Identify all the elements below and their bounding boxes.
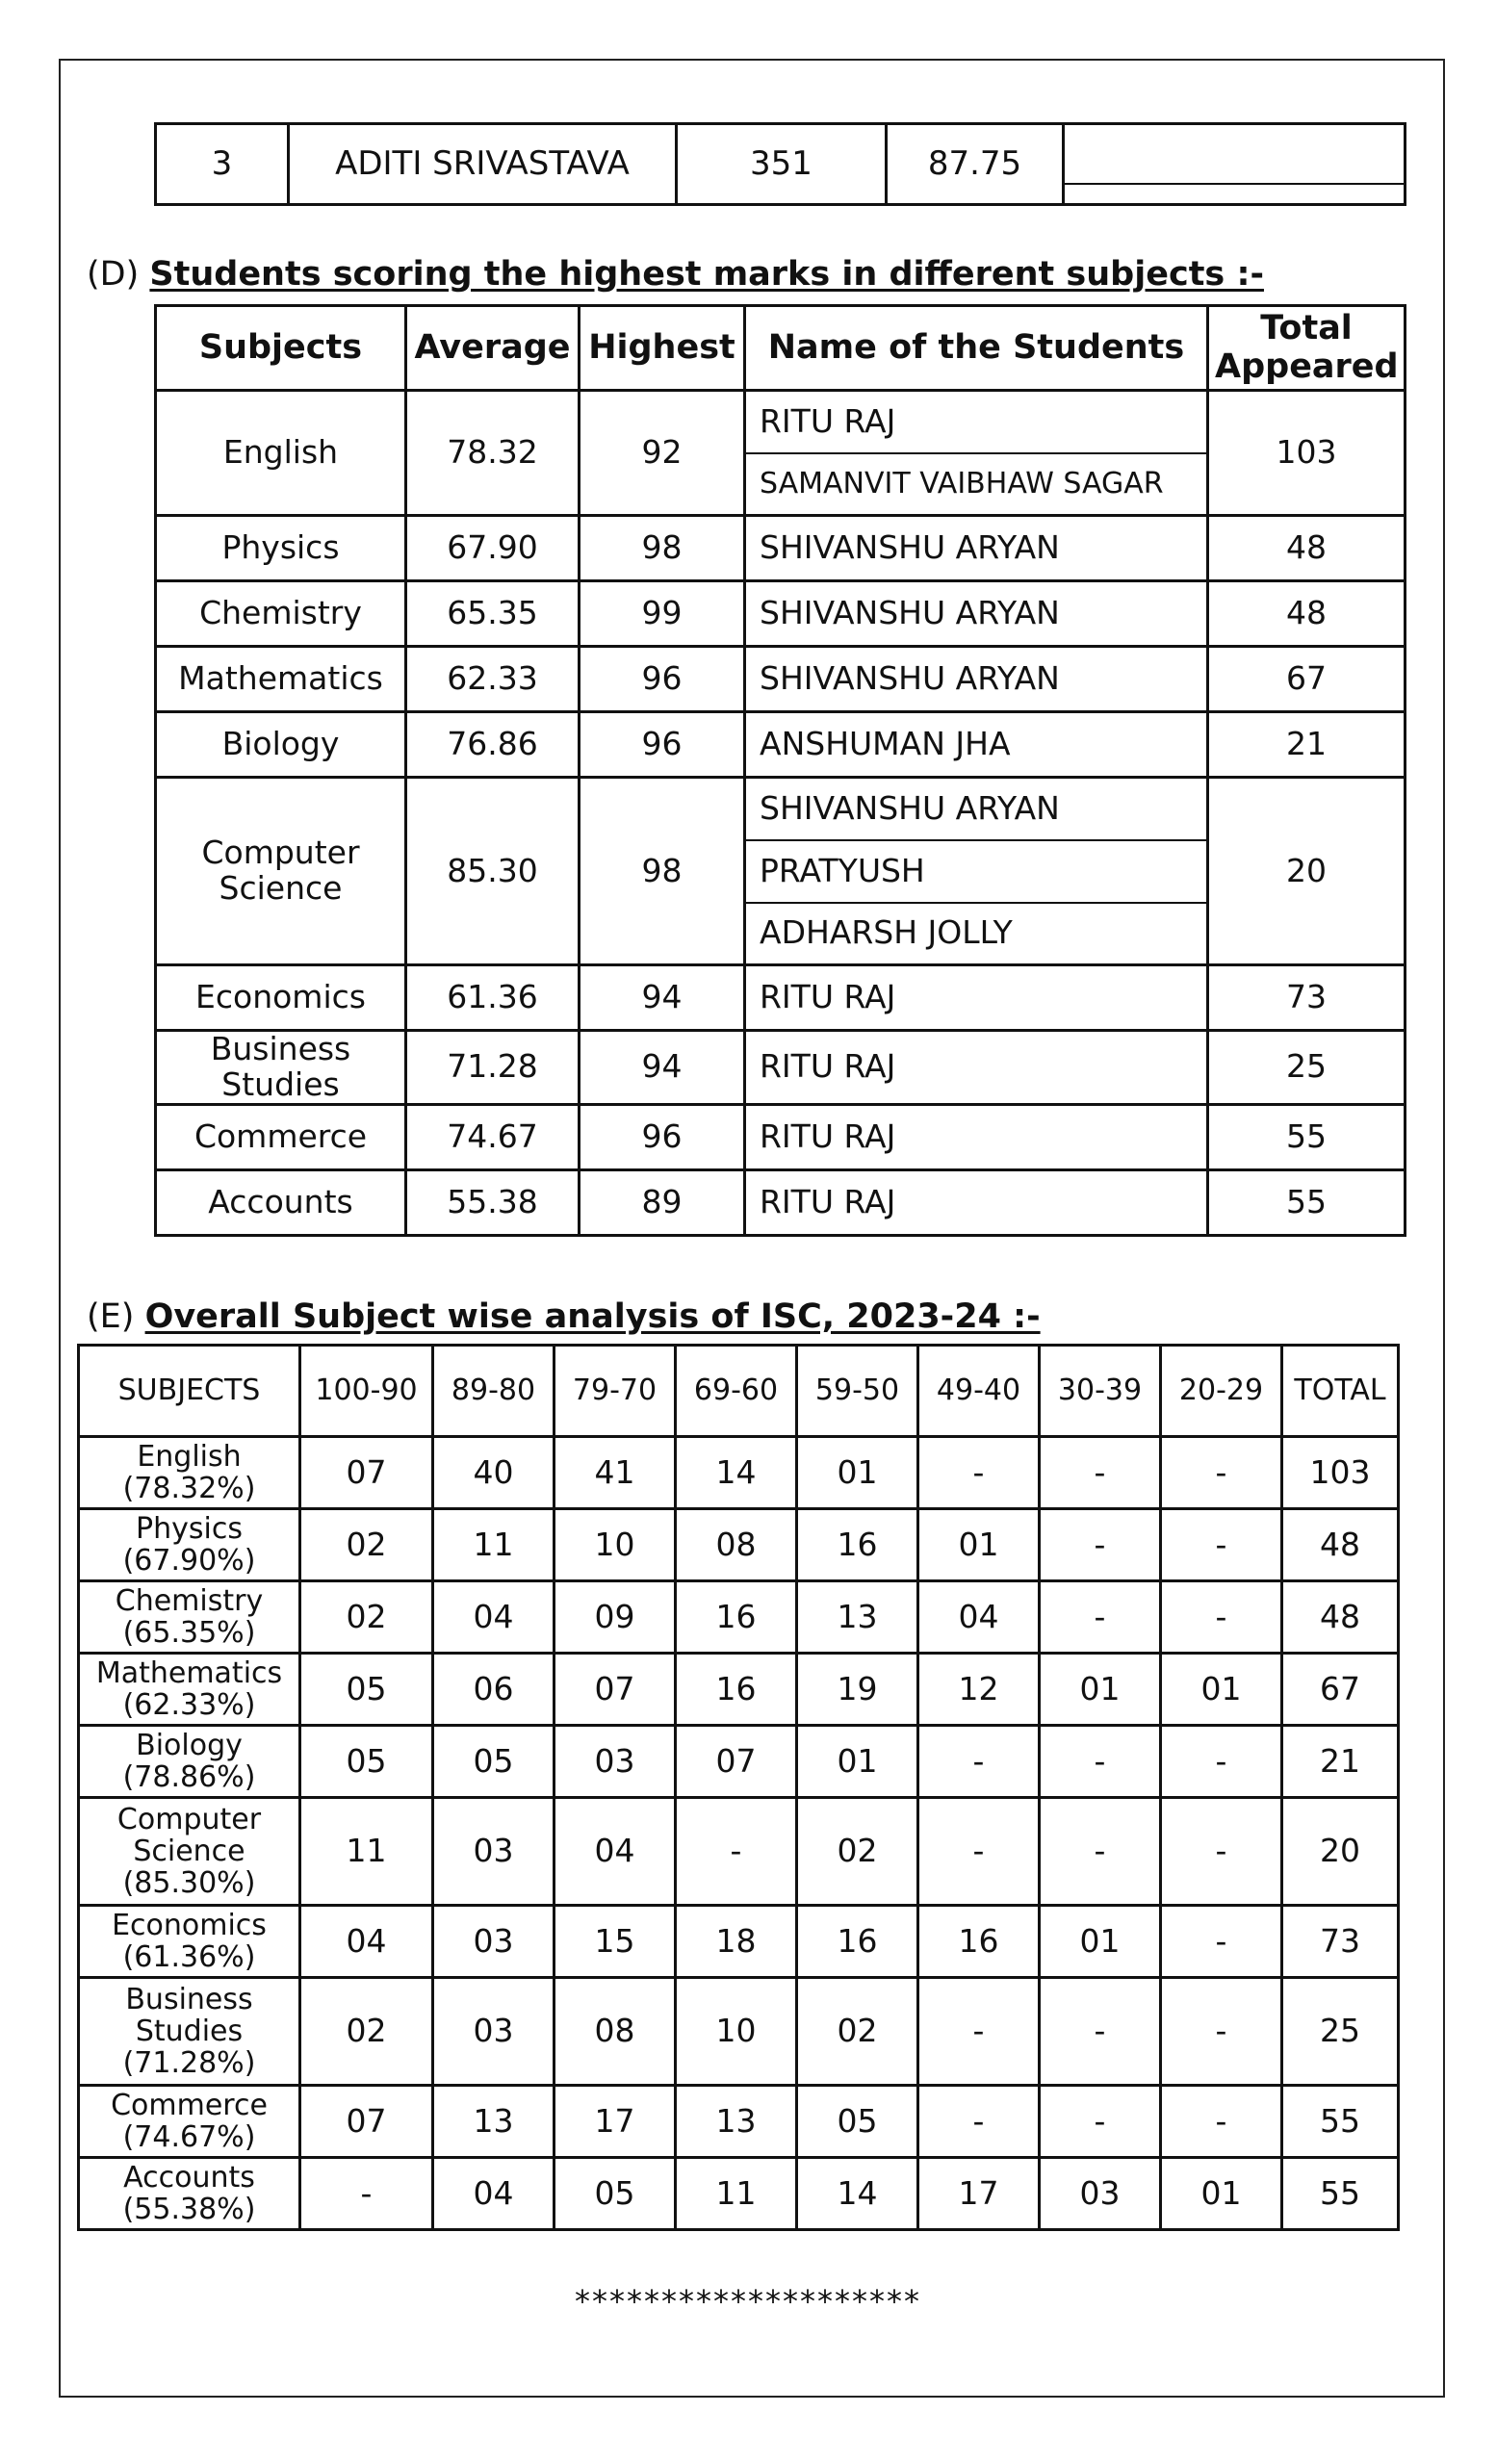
count-cell: - bbox=[1161, 1509, 1282, 1581]
col-header: 49-40 bbox=[918, 1346, 1040, 1437]
count-cell: 07 bbox=[300, 2086, 433, 2158]
count-cell: 01 bbox=[1161, 1654, 1282, 1726]
average-cell: 62.33 bbox=[406, 647, 580, 712]
table-row bbox=[156, 712, 1406, 778]
table-row bbox=[156, 647, 1406, 712]
subject-cell: Economics bbox=[156, 965, 406, 1031]
count-cell: 25 bbox=[1282, 1978, 1399, 2086]
marks-cell: 351 bbox=[677, 124, 887, 205]
subject-cell: Biology bbox=[156, 712, 406, 778]
count-cell: 41 bbox=[555, 1437, 676, 1509]
subject-cell: Computer Science bbox=[156, 778, 406, 965]
highest-cell: 99 bbox=[580, 581, 745, 647]
count-cell: 03 bbox=[433, 1798, 555, 1906]
count-cell: - bbox=[1161, 1726, 1282, 1798]
count-cell: - bbox=[918, 1978, 1040, 2086]
percent-cell: 87.75 bbox=[887, 124, 1064, 205]
average-cell: 61.36 bbox=[406, 965, 580, 1031]
table-row bbox=[79, 1654, 1399, 1726]
count-cell: 16 bbox=[797, 1906, 918, 1978]
table-row bbox=[79, 1726, 1399, 1798]
student-name-cell: RITU RAJ bbox=[745, 1031, 1208, 1105]
col-header: TOTAL bbox=[1282, 1346, 1399, 1437]
average-cell: 71.28 bbox=[406, 1031, 580, 1105]
count-cell: 01 bbox=[1040, 1654, 1161, 1726]
count-cell: 10 bbox=[676, 1978, 797, 2086]
student-name-cell: SHIVANSHU ARYAN bbox=[745, 647, 1208, 712]
student-name-cell: RITU RAJ bbox=[745, 965, 1208, 1031]
total-cell: 20 bbox=[1208, 778, 1406, 965]
empty-cell bbox=[1064, 124, 1406, 205]
footer-stars: ******************** bbox=[575, 2283, 921, 2320]
highest-cell: 98 bbox=[580, 516, 745, 581]
subject-cell bbox=[79, 1798, 300, 1906]
subject-percent: (65.35%) bbox=[122, 1616, 256, 1650]
highest-cell: 92 bbox=[580, 391, 745, 516]
average-cell: 78.32 bbox=[406, 391, 580, 516]
count-cell: - bbox=[1161, 1798, 1282, 1906]
student-name-cell: SAMANVIT VAIBHAW SAGAR bbox=[745, 453, 1208, 516]
count-cell: 55 bbox=[1282, 2086, 1399, 2158]
subject-analysis-table bbox=[77, 1344, 1400, 2231]
count-cell: 07 bbox=[300, 1437, 433, 1509]
subject-name: English bbox=[137, 1440, 242, 1474]
count-cell: 01 bbox=[918, 1509, 1040, 1581]
section-e-heading bbox=[87, 1297, 1041, 1336]
subject-percent: (74.67%) bbox=[122, 2120, 256, 2154]
table-header-row bbox=[156, 306, 1406, 391]
count-cell: 05 bbox=[433, 1726, 555, 1798]
table-row bbox=[156, 124, 1406, 205]
total-cell: 48 bbox=[1208, 581, 1406, 647]
count-cell: 103 bbox=[1282, 1437, 1399, 1509]
highest-cell: 96 bbox=[580, 647, 745, 712]
count-cell: 13 bbox=[676, 2086, 797, 2158]
subject-cell: Chemistry bbox=[156, 581, 406, 647]
count-cell: - bbox=[918, 1798, 1040, 1906]
count-cell: 02 bbox=[797, 1798, 918, 1906]
count-cell: 04 bbox=[433, 1581, 555, 1654]
subject-percent: (85.30%) bbox=[122, 1866, 256, 1900]
subject-cell bbox=[79, 1437, 300, 1509]
count-cell: - bbox=[1161, 1906, 1282, 1978]
highest-cell: 94 bbox=[580, 965, 745, 1031]
student-name-cell: RITU RAJ bbox=[745, 391, 1208, 453]
count-cell: 21 bbox=[1282, 1726, 1399, 1798]
col-header-subjects: Subjects bbox=[156, 306, 406, 391]
count-cell: 16 bbox=[676, 1654, 797, 1726]
count-cell: - bbox=[300, 2158, 433, 2230]
count-cell: 05 bbox=[300, 1654, 433, 1726]
subject-name: Mathematics bbox=[95, 1656, 283, 1690]
section-e-title: Overall Subject wise analysis of ISC, 2023-24 :- bbox=[144, 1297, 1041, 1336]
count-cell: 05 bbox=[300, 1726, 433, 1798]
col-header-names: Name of the Students bbox=[745, 306, 1208, 391]
count-cell: 01 bbox=[797, 1437, 918, 1509]
col-header: 20-29 bbox=[1161, 1346, 1282, 1437]
count-cell: - bbox=[918, 2086, 1040, 2158]
table-row bbox=[156, 1104, 1406, 1169]
table-row bbox=[156, 516, 1406, 581]
subject-percent: (62.33%) bbox=[122, 1688, 256, 1722]
subject-name: Biology bbox=[136, 1729, 243, 1762]
subject-cell bbox=[79, 1654, 300, 1726]
count-cell: 03 bbox=[433, 1906, 555, 1978]
subject-cell: Accounts bbox=[156, 1169, 406, 1235]
count-cell: 55 bbox=[1282, 2158, 1399, 2230]
count-cell: - bbox=[1040, 2086, 1161, 2158]
count-cell: 08 bbox=[676, 1509, 797, 1581]
subject-cell: Physics bbox=[156, 516, 406, 581]
count-cell: - bbox=[1040, 1798, 1161, 1906]
count-cell: 15 bbox=[555, 1906, 676, 1978]
table-row bbox=[156, 778, 1406, 840]
col-header-average: Average bbox=[406, 306, 580, 391]
student-name-cell: PRATYUSH bbox=[745, 840, 1208, 903]
subject-cell: Mathematics bbox=[156, 647, 406, 712]
count-cell: 67 bbox=[1282, 1654, 1399, 1726]
count-cell: 11 bbox=[300, 1798, 433, 1906]
count-cell: - bbox=[1040, 1437, 1161, 1509]
table-header-row bbox=[79, 1346, 1399, 1437]
student-name-cell: RITU RAJ bbox=[745, 1104, 1208, 1169]
count-cell: 03 bbox=[1040, 2158, 1161, 2230]
table-row bbox=[79, 1509, 1399, 1581]
count-cell: 16 bbox=[676, 1581, 797, 1654]
subject-name: Physics bbox=[136, 1512, 243, 1546]
subject-percent: (67.90%) bbox=[122, 1544, 256, 1578]
table-row bbox=[156, 1169, 1406, 1235]
average-cell: 76.86 bbox=[406, 712, 580, 778]
total-cell: 67 bbox=[1208, 647, 1406, 712]
table-row bbox=[156, 1031, 1406, 1105]
student-name-cell: ANSHUMAN JHA bbox=[745, 712, 1208, 778]
rank-cell: 3 bbox=[156, 124, 289, 205]
count-cell: 02 bbox=[300, 1581, 433, 1654]
table-row bbox=[79, 2158, 1399, 2230]
count-cell: 16 bbox=[918, 1906, 1040, 1978]
subject-cell bbox=[79, 1978, 300, 2086]
subject-percent: (55.38%) bbox=[122, 2193, 256, 2226]
student-name-cell: SHIVANSHU ARYAN bbox=[745, 778, 1208, 840]
col-header: 89-80 bbox=[433, 1346, 555, 1437]
subject-name: Business Studies bbox=[125, 1983, 253, 2048]
count-cell: 48 bbox=[1282, 1509, 1399, 1581]
highest-cell: 89 bbox=[580, 1169, 745, 1235]
count-cell: 03 bbox=[555, 1726, 676, 1798]
count-cell: - bbox=[1040, 1509, 1161, 1581]
count-cell: - bbox=[918, 1726, 1040, 1798]
total-cell: 103 bbox=[1208, 391, 1406, 516]
count-cell: 01 bbox=[797, 1726, 918, 1798]
col-header-highest: Highest bbox=[580, 306, 745, 391]
subject-percent: (61.36%) bbox=[122, 1940, 256, 1974]
average-cell: 65.35 bbox=[406, 581, 580, 647]
count-cell: 04 bbox=[555, 1798, 676, 1906]
subject-cell bbox=[79, 1726, 300, 1798]
subject-percent: (71.28%) bbox=[122, 2046, 256, 2080]
count-cell: 40 bbox=[433, 1437, 555, 1509]
count-cell: 10 bbox=[555, 1509, 676, 1581]
highest-cell: 98 bbox=[580, 778, 745, 965]
count-cell: 03 bbox=[433, 1978, 555, 2086]
average-cell: 85.30 bbox=[406, 778, 580, 965]
highest-cell: 96 bbox=[580, 712, 745, 778]
subject-cell bbox=[79, 1581, 300, 1654]
table-row bbox=[79, 1906, 1399, 1978]
count-cell: 19 bbox=[797, 1654, 918, 1726]
table-row bbox=[79, 1978, 1399, 2086]
count-cell: 11 bbox=[433, 1509, 555, 1581]
student-name-cell: ADITI SRIVASTAVA bbox=[289, 124, 677, 205]
top-rank-table bbox=[154, 122, 1406, 206]
total-cell: 48 bbox=[1208, 516, 1406, 581]
col-header-total: Total Appeared bbox=[1208, 306, 1406, 391]
subject-name: Chemistry bbox=[115, 1584, 264, 1618]
count-cell: 01 bbox=[1161, 2158, 1282, 2230]
section-e-prefix: (E) bbox=[87, 1297, 135, 1336]
count-cell: 09 bbox=[555, 1581, 676, 1654]
table-row bbox=[79, 1581, 1399, 1654]
count-cell: 01 bbox=[1040, 1906, 1161, 1978]
section-d-title: Students scoring the highest marks in different subjects :- bbox=[149, 255, 1264, 294]
count-cell: - bbox=[1040, 1978, 1161, 2086]
average-cell: 74.67 bbox=[406, 1104, 580, 1169]
count-cell: 02 bbox=[300, 1509, 433, 1581]
count-cell: 07 bbox=[676, 1726, 797, 1798]
total-cell: 55 bbox=[1208, 1169, 1406, 1235]
col-header: 59-50 bbox=[797, 1346, 918, 1437]
count-cell: 07 bbox=[555, 1654, 676, 1726]
count-cell: 02 bbox=[300, 1978, 433, 2086]
subject-cell: Business Studies bbox=[156, 1031, 406, 1105]
subject-cell bbox=[79, 2158, 300, 2230]
count-cell: 06 bbox=[433, 1654, 555, 1726]
subject-name: Economics bbox=[112, 1909, 267, 1942]
subject-name: Accounts bbox=[123, 2161, 255, 2194]
count-cell: 08 bbox=[555, 1978, 676, 2086]
student-name-cell: SHIVANSHU ARYAN bbox=[745, 516, 1208, 581]
col-header: 30-39 bbox=[1040, 1346, 1161, 1437]
average-cell: 55.38 bbox=[406, 1169, 580, 1235]
count-cell: 14 bbox=[676, 1437, 797, 1509]
table-row bbox=[79, 1437, 1399, 1509]
table-row bbox=[156, 391, 1406, 453]
count-cell: - bbox=[1161, 1437, 1282, 1509]
count-cell: - bbox=[918, 1437, 1040, 1509]
count-cell: 13 bbox=[797, 1581, 918, 1654]
count-cell: - bbox=[1161, 1581, 1282, 1654]
total-cell: 21 bbox=[1208, 712, 1406, 778]
count-cell: - bbox=[1040, 1581, 1161, 1654]
highest-cell: 94 bbox=[580, 1031, 745, 1105]
count-cell: - bbox=[1161, 2086, 1282, 2158]
subject-cell bbox=[79, 1509, 300, 1581]
count-cell: 04 bbox=[433, 2158, 555, 2230]
count-cell: - bbox=[676, 1798, 797, 1906]
count-cell: 48 bbox=[1282, 1581, 1399, 1654]
table-row bbox=[79, 2086, 1399, 2158]
count-cell: 12 bbox=[918, 1654, 1040, 1726]
count-cell: 04 bbox=[300, 1906, 433, 1978]
table-row bbox=[156, 965, 1406, 1031]
count-cell: 05 bbox=[797, 2086, 918, 2158]
section-d-prefix: (D) bbox=[87, 255, 140, 294]
count-cell: 11 bbox=[676, 2158, 797, 2230]
subject-cell bbox=[79, 2086, 300, 2158]
table-row bbox=[156, 581, 1406, 647]
subject-cell bbox=[79, 1906, 300, 1978]
total-cell: 55 bbox=[1208, 1104, 1406, 1169]
subject-name: Commerce bbox=[111, 2089, 268, 2122]
average-cell: 67.90 bbox=[406, 516, 580, 581]
highest-cell: 96 bbox=[580, 1104, 745, 1169]
count-cell: 05 bbox=[555, 2158, 676, 2230]
student-name-cell: RITU RAJ bbox=[745, 1169, 1208, 1235]
col-header: 100-90 bbox=[300, 1346, 433, 1437]
count-cell: 14 bbox=[797, 2158, 918, 2230]
count-cell: - bbox=[1040, 1726, 1161, 1798]
col-header: 79-70 bbox=[555, 1346, 676, 1437]
section-d-heading bbox=[87, 255, 1264, 294]
subject-name: Computer Science bbox=[116, 1803, 262, 1868]
total-cell: 25 bbox=[1208, 1031, 1406, 1105]
count-cell: 17 bbox=[555, 2086, 676, 2158]
subject-percent: (78.32%) bbox=[122, 1472, 256, 1505]
count-cell: 13 bbox=[433, 2086, 555, 2158]
count-cell: 73 bbox=[1282, 1906, 1399, 1978]
student-name-cell: SHIVANSHU ARYAN bbox=[745, 581, 1208, 647]
subject-cell: English bbox=[156, 391, 406, 516]
col-header: 69-60 bbox=[676, 1346, 797, 1437]
count-cell: 17 bbox=[918, 2158, 1040, 2230]
count-cell: 20 bbox=[1282, 1798, 1399, 1906]
student-name-cell: ADHARSH JOLLY bbox=[745, 903, 1208, 965]
col-header: SUBJECTS bbox=[79, 1346, 300, 1437]
subject-percent: (78.86%) bbox=[122, 1760, 256, 1794]
total-cell: 73 bbox=[1208, 965, 1406, 1031]
count-cell: 16 bbox=[797, 1509, 918, 1581]
count-cell: 04 bbox=[918, 1581, 1040, 1654]
highest-marks-table bbox=[154, 304, 1406, 1237]
empty-cell-divider bbox=[1065, 144, 1404, 185]
count-cell: 18 bbox=[676, 1906, 797, 1978]
subject-cell: Commerce bbox=[156, 1104, 406, 1169]
count-cell: 02 bbox=[797, 1978, 918, 2086]
table-row bbox=[79, 1798, 1399, 1906]
count-cell: - bbox=[1161, 1978, 1282, 2086]
